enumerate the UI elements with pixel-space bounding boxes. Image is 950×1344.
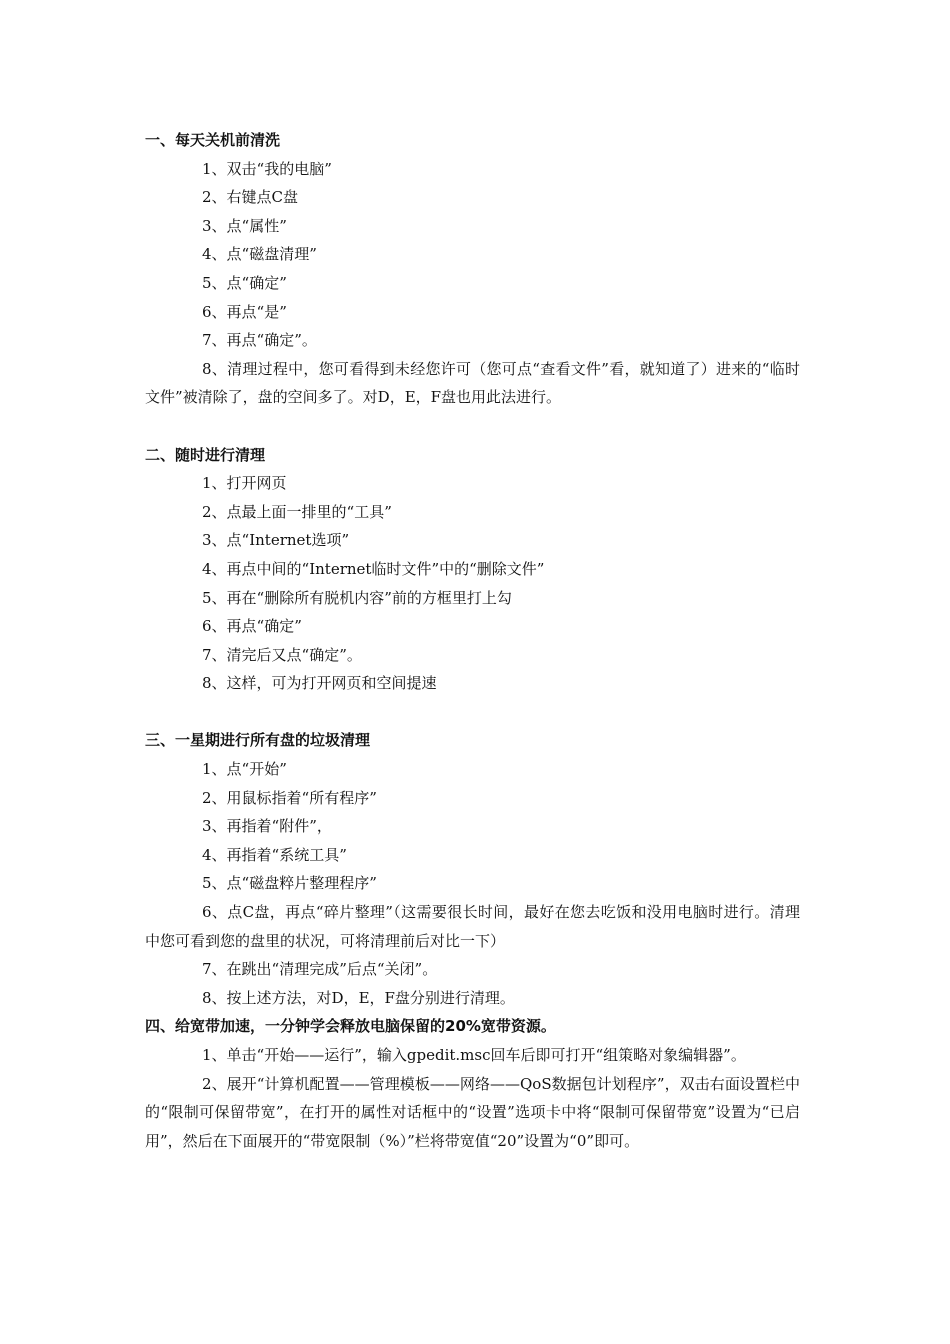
section-broadband-speedup	[145, 1012, 800, 1155]
list-item: 5、点“确定”	[202, 273, 287, 292]
list-item: 4、点“磁盘清理”	[202, 245, 317, 264]
list-item: 3、点“属性”	[202, 216, 287, 235]
list-item: 5、再在“删除所有脱机内容”前的方框里打上勾	[202, 588, 512, 607]
list-item: 1、打开网页	[202, 474, 287, 493]
section-title: 三、一星期进行所有盘的垃圾清理	[145, 731, 371, 750]
list-item: 6、再点“确定”	[202, 617, 302, 636]
list-item: 6、再点“是”	[202, 302, 287, 321]
list-item: 8、这样，可为打开网页和空间提速	[202, 674, 437, 693]
list-item: 7、清完后又点“确定”。	[202, 645, 362, 664]
list-item: 4、再指着“系统工具”	[202, 845, 347, 864]
list-item: 8、清理过程中，您可看得到未经您许可（您可点“查看文件”看，就知道了）进来的“临时文件”被清除了，盘的空间多了。对D，E，F盘也用此法进行。	[145, 359, 800, 407]
section-anytime-cleanup	[145, 441, 800, 698]
document-page	[145, 126, 800, 1155]
list-item: 8、按上述方法，对D，E，F盘分别进行清理。	[202, 988, 515, 1007]
section-title: 二、随时进行清理	[145, 445, 266, 464]
list-item: 2、展开“计算机配置——管理模板——网络——QoS数据包计划程序”，双击右面设置栏中的“限制可保留带宽”，在打开的属性对话框中的“设置”选项卡中将“限制可保留带宽”设置为“已启用”，然后在下面展开的“带宽限制（%）”栏将带宽值“20”设置为“0”即可。	[145, 1074, 800, 1150]
list-item: 5、点“磁盘粹片整理程序”	[202, 874, 377, 893]
section-weekly-cleanup	[145, 726, 800, 1012]
section-spacer	[145, 412, 800, 441]
list-item: 2、用鼠标指着“所有程序”	[202, 788, 377, 807]
section-title: 四、给宽带加速，一分钟学会释放电脑保留的20%宽带资源。	[145, 1017, 556, 1036]
list-item: 4、再点中间的“Internet临时文件”中的“删除文件”	[202, 559, 545, 578]
list-item: 3、点“Internet选项”	[202, 531, 350, 550]
list-item: 7、再点“确定”。	[202, 331, 317, 350]
list-item: 7、在跳出“清理完成”后点“关闭”。	[202, 960, 438, 979]
list-item: 2、右键点C盘	[202, 188, 299, 207]
list-item: 2、点最上面一排里的“工具”	[202, 502, 392, 521]
section-title: 一、每天关机前清洗	[145, 131, 281, 149]
section-daily-cleanup	[145, 126, 800, 412]
list-item: 1、点“开始”	[202, 760, 287, 779]
list-item: 1、单击“开始——运行”，输入gpedit.msc回车后即可打开“组策略对象编辑器”。	[202, 1046, 746, 1064]
list-item: 3、再指着“附件”，	[202, 817, 332, 836]
list-item: 6、点C盘，再点“碎片整理”（这需要很长时间，最好在您去吃饭和没用电脑时进行。清理中您可看到您的盘里的状况，可将清理前后对比一下）	[145, 903, 800, 950]
list-item: 1、双击“我的电脑”	[202, 159, 332, 178]
section-spacer	[145, 698, 800, 727]
